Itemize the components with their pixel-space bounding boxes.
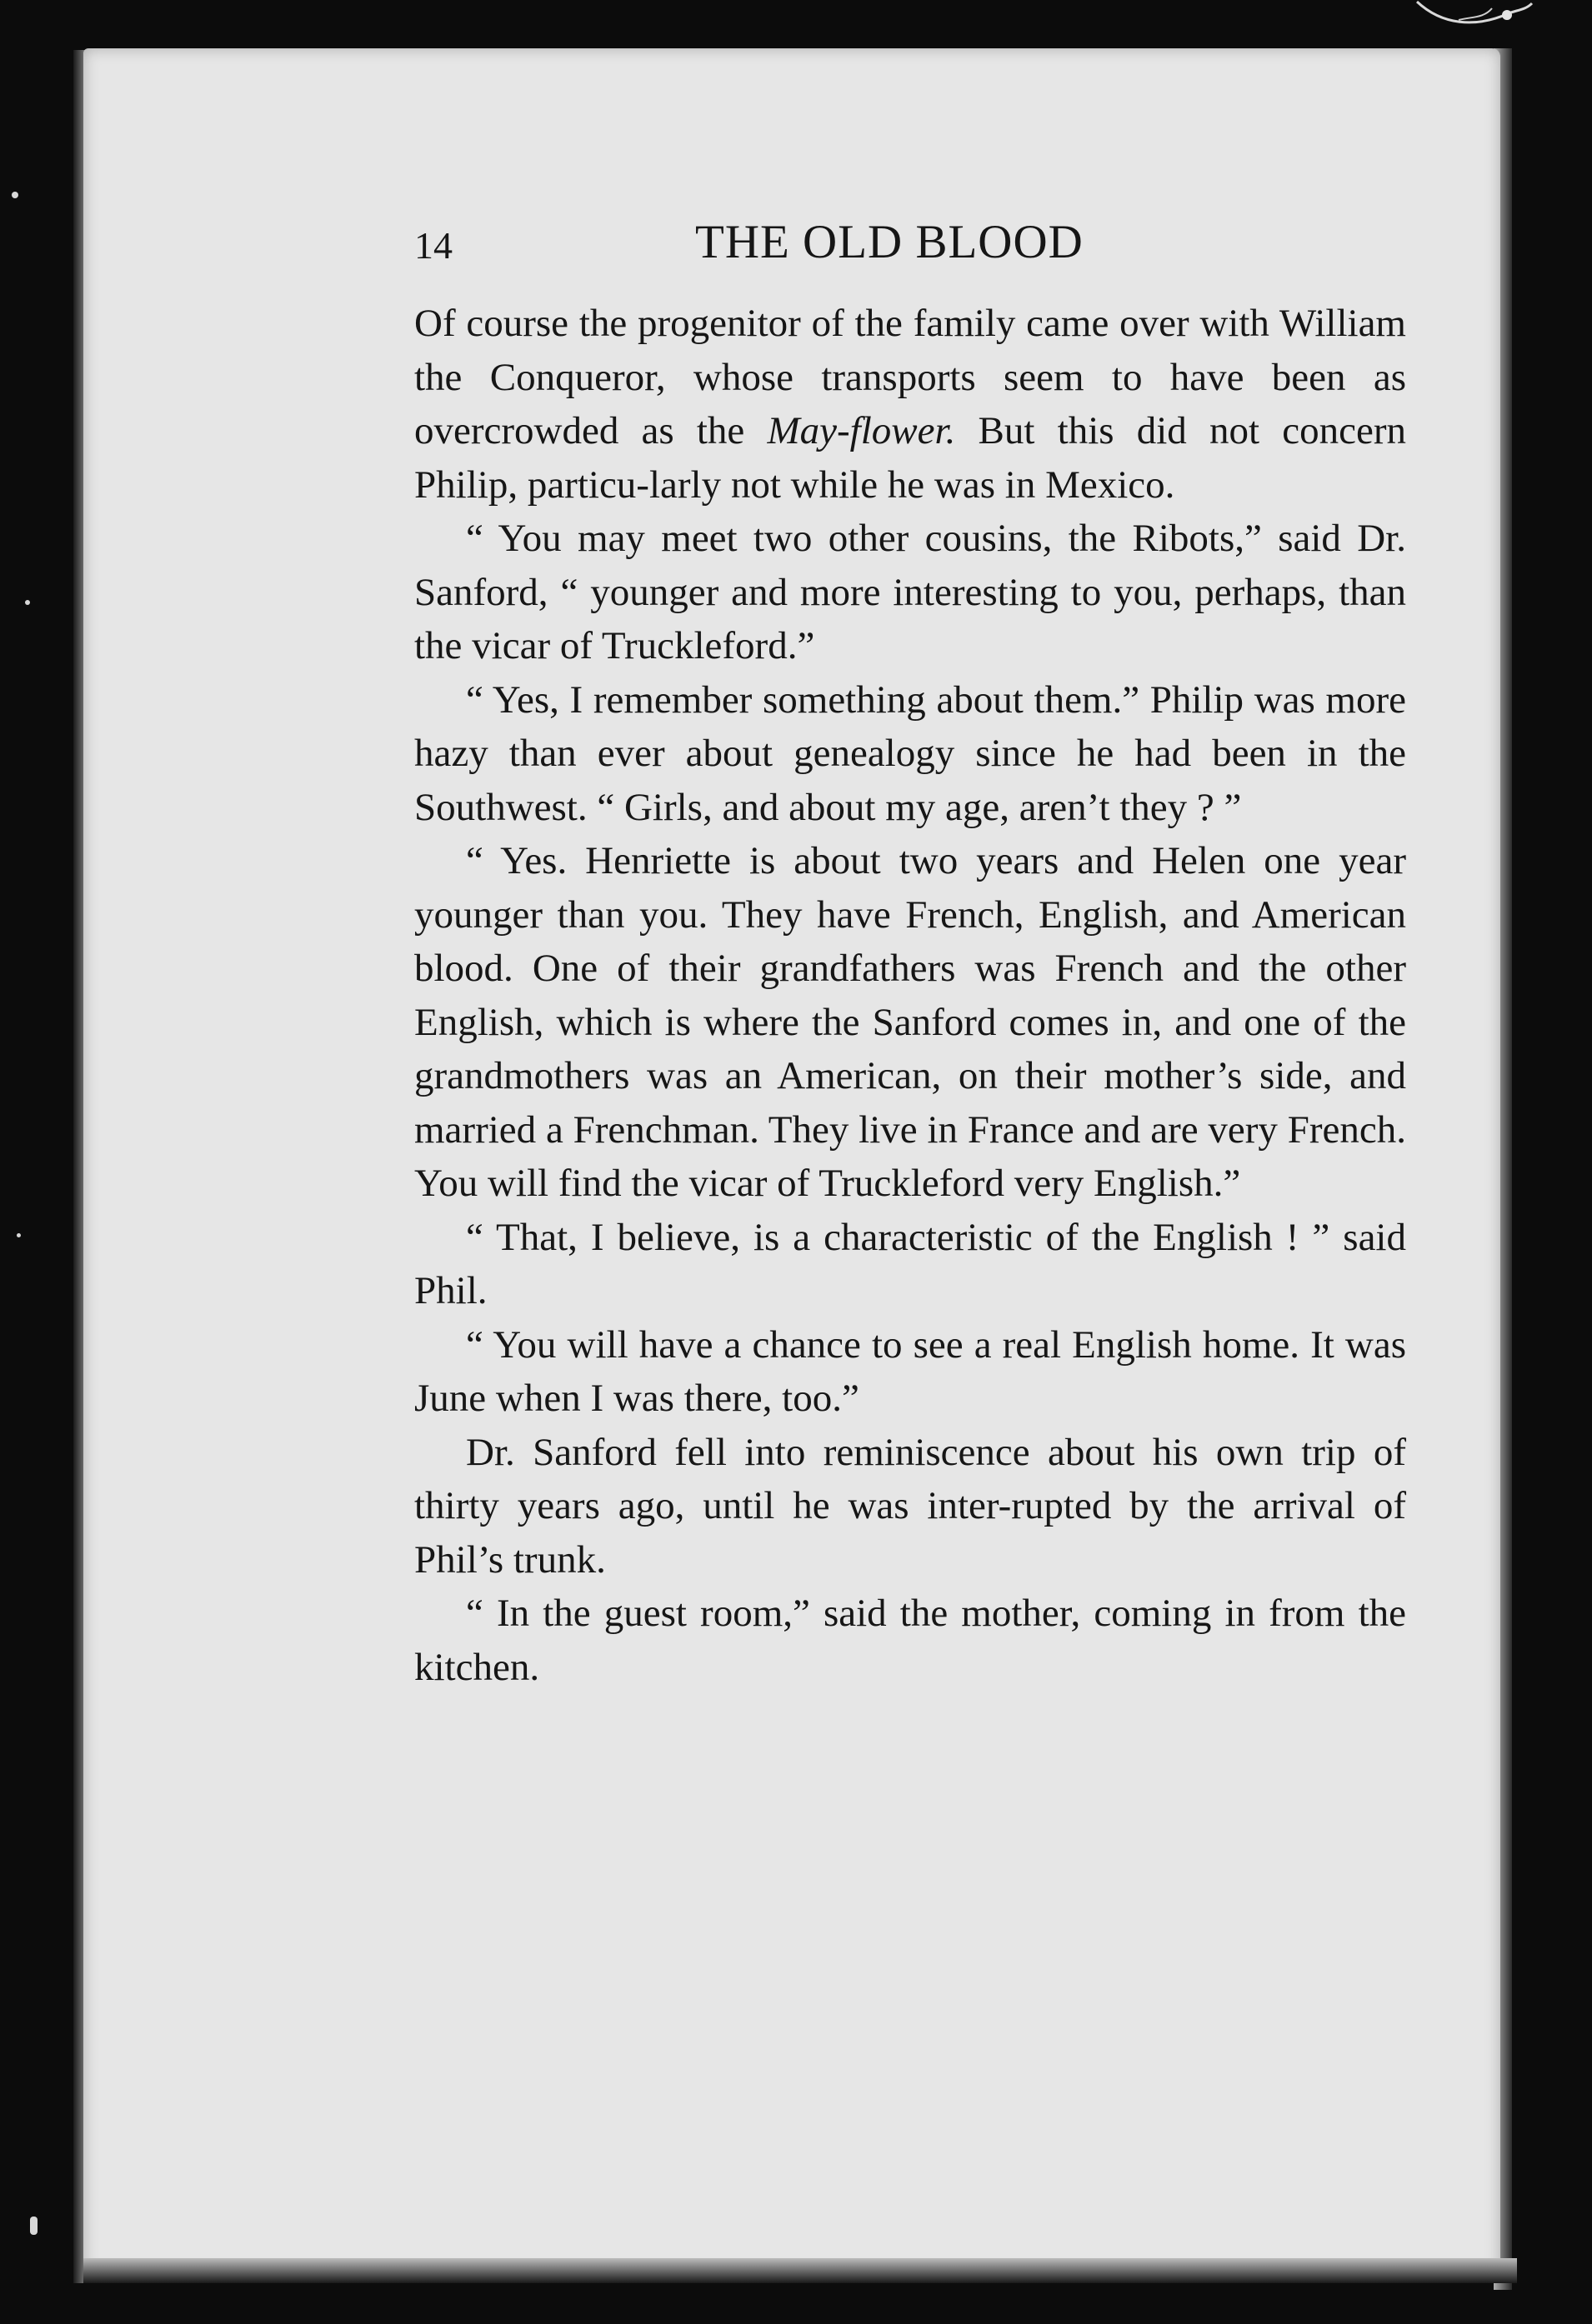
paragraph-text: “ In the guest room,” said the mother, coming in from the kitchen. — [414, 1592, 1406, 1689]
paragraph — [414, 1211, 1406, 1318]
page-bottom-shadow — [83, 2258, 1517, 2283]
running-header — [414, 215, 1406, 282]
paragraph — [414, 1587, 1406, 1694]
page-number: 14 — [414, 224, 453, 267]
paragraph-text: “ You will have a chance to see a real English home. It was June when I was there, too.” — [414, 1322, 1406, 1420]
paragraph-text: “ Yes, I remember something about them.” Philip was more hazy than ever about genealogy since he had been in the Southwest. “ Girls, and about my age, aren’t they ? ” — [414, 677, 1406, 829]
paragraph — [414, 1426, 1406, 1587]
italic-text: May-flower. — [767, 409, 956, 452]
dust-speck — [30, 2217, 38, 2235]
paragraph-text: “ Yes. Henriette is about two years and Helen one year younger than you. They have French, English, and American blood. One of their grandfathers was French and the other English, which is where the Sanford comes in, and one of the grandmothers was an American, on their mother’s side, and married a Frenchman. They live in France and are very French. You will find the vicar of Truckleford very English.” — [414, 839, 1406, 1205]
body-text — [414, 297, 1406, 1694]
paragraph — [414, 1318, 1406, 1426]
dust-speck — [12, 192, 18, 198]
paragraph-text: “ That, I believe, is a characteristic of the English ! ” said Phil. — [414, 1215, 1406, 1312]
paragraph — [414, 512, 1406, 673]
dust-speck — [17, 1233, 21, 1237]
paragraph-text: “ You may meet two other cousins, the Ribots,” said Dr. Sanford, “ younger and more interesting to you, perhaps, than the vicar of Truckleford.” — [414, 517, 1406, 667]
paragraph-text: But this did not concern Philip, particu-larly not while he was in Mexico. — [414, 409, 1406, 507]
paragraph — [414, 834, 1406, 1211]
paragraph — [414, 673, 1406, 835]
paragraph — [414, 297, 1406, 512]
running-title: THE OLD BLOOD — [695, 216, 1084, 268]
paragraph-text: Of course the progenitor of the family came over with William the Conqueror, whose transports seem to have been as overcrowded as the — [414, 302, 1406, 452]
thread-fiber-artifact — [1409, 0, 1534, 33]
paragraph-text: Dr. Sanford fell into reminiscence about his own trip of thirty years ago, until he was inter-rupted by the arrival of Phil’s trunk. — [414, 1430, 1406, 1582]
dust-speck — [25, 600, 30, 605]
